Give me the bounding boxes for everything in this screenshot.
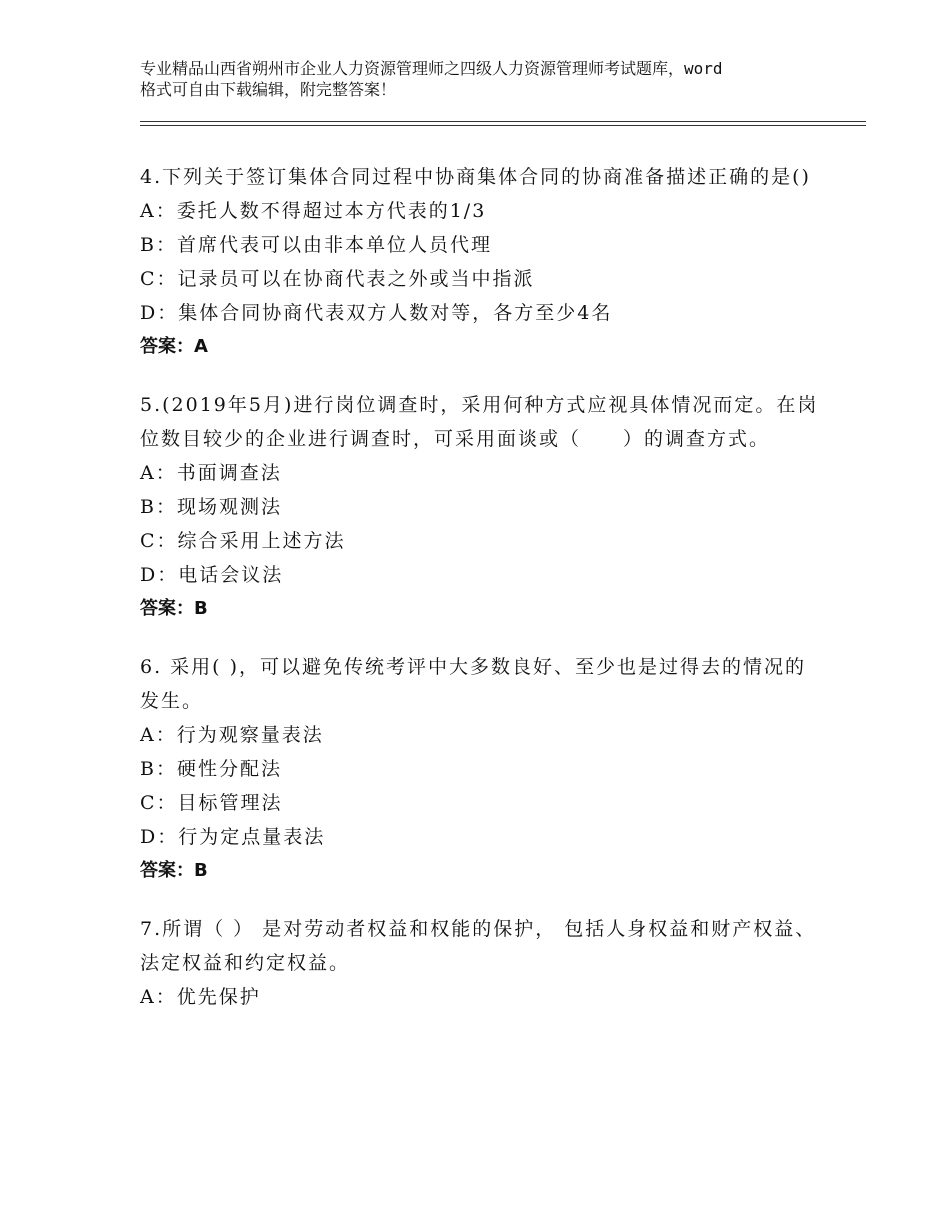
option-a: A：优先保护 bbox=[140, 986, 261, 1008]
question-stem: 5.(2019年5月)进行岗位调查时，采用何种方式应视具体情况而定。在岗位数目较少的企业进行调查时，可采用面谈或（ ）的调查方式。 bbox=[140, 394, 819, 450]
answer-label: 答案：A bbox=[140, 336, 208, 357]
question-5 bbox=[140, 388, 820, 626]
question-4 bbox=[140, 160, 820, 364]
option-d: D：行为定点量表法 bbox=[140, 826, 326, 848]
option-b: B：首席代表可以由非本单位人员代理 bbox=[140, 234, 492, 256]
question-7 bbox=[140, 912, 820, 1014]
question-6 bbox=[140, 650, 820, 888]
option-d: D：集体合同协商代表双方人数对等，各方至少4名 bbox=[140, 302, 613, 324]
header-line-1: 专业精品山西省朔州市企业人力资源管理师之四级人力资源管理师考试题库，word bbox=[140, 59, 723, 78]
header-divider-bottom bbox=[140, 125, 866, 126]
option-b: B：现场观测法 bbox=[140, 496, 282, 518]
option-c: C：记录员可以在协商代表之外或当中指派 bbox=[140, 268, 535, 290]
option-a: A：行为观察量表法 bbox=[140, 724, 324, 746]
answer-label: 答案：B bbox=[140, 860, 208, 881]
answer-label: 答案：B bbox=[140, 598, 208, 619]
question-list bbox=[140, 160, 820, 1038]
question-stem: 6. 采用( )，可以避免传统考评中大多数良好、至少也是过得去的情况的发生。 bbox=[140, 656, 807, 712]
option-a: A：委托人数不得超过本方代表的1/3 bbox=[140, 200, 487, 222]
header-line-2: 格式可自由下载编辑，附完整答案！ bbox=[140, 80, 397, 99]
header-divider-top bbox=[140, 121, 866, 122]
option-c: C：目标管理法 bbox=[140, 792, 283, 814]
option-b: B：硬性分配法 bbox=[140, 758, 282, 780]
document-header bbox=[140, 58, 840, 100]
option-a: A：书面调查法 bbox=[140, 462, 282, 484]
option-d: D：电话会议法 bbox=[140, 564, 284, 586]
question-stem: 7.所谓（ ） 是对劳动者权益和权能的保护， 包括人身权益和财产权益、 法定权益和约定权益。 bbox=[140, 918, 817, 974]
option-c: C：综合采用上述方法 bbox=[140, 530, 346, 552]
question-stem: 4.下列关于签订集体合同过程中协商集体合同的协商准备描述正确的是() bbox=[140, 166, 811, 188]
